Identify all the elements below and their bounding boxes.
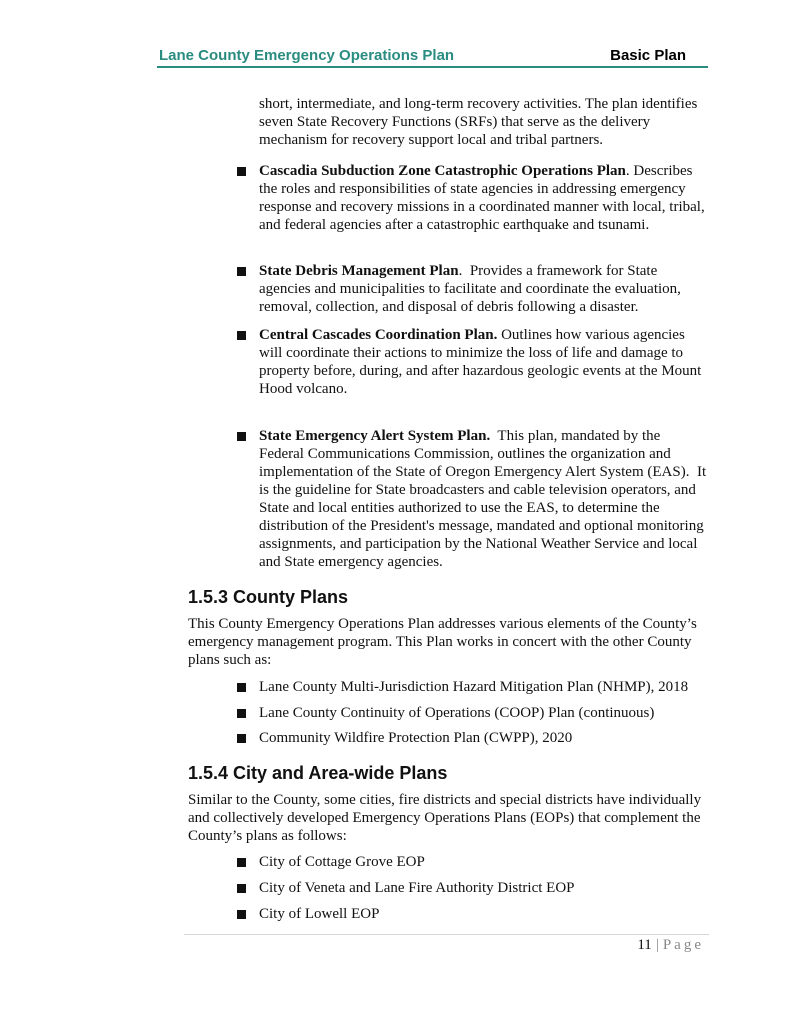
list-item: City of Cottage Grove EOP (259, 853, 719, 871)
section-intro: Similar to the County, some cities, fire districts and special districts have individually and collectively developed Emergency Operations Plans (EOPs) that complement the County’s plans as follows: (188, 792, 702, 844)
bullet-square-icon (237, 432, 246, 441)
plan-name: Central Cascades Coordination Plan. (259, 327, 498, 343)
list-item: Lane County Multi-Jurisdiction Hazard Mitigation Plan (NHMP), 2018 (259, 678, 719, 696)
bullet-square-icon (237, 858, 246, 867)
page-label: Page (662, 937, 704, 953)
page-header (157, 46, 708, 68)
page-footer (637, 937, 704, 954)
list-item: City of Veneta and Lane Fire Authority District EOP (259, 879, 719, 897)
list-item (259, 427, 709, 571)
section-heading: 1.5.3 County Plans (188, 587, 349, 607)
plan-name: State Debris Management Plan (259, 263, 459, 279)
bullet-square-icon (237, 910, 246, 919)
list-item: Community Wildfire Protection Plan (CWPP), 2020 (259, 729, 719, 747)
bullet-square-icon (237, 331, 246, 340)
bullet-square-icon (237, 167, 246, 176)
list-item: Cascadia Subduction Zone Catastrophic Operations Plan. Describes the roles and responsibilities of state agencies in addressing emergency response and recovery missions in a coordinated manner with local, tribal, and federal agencies after a catastrophic earthquake and tsunami. (259, 162, 709, 234)
section-title: Basic Plan (610, 47, 686, 64)
footer-separator: | (655, 937, 659, 953)
list-item: Lane County Continuity of Operations (COOP) Plan (continuous) (259, 704, 719, 722)
page-number: 11 (637, 937, 652, 953)
plan-name: State Emergency Alert System Plan. (259, 428, 491, 444)
bullet-square-icon (237, 709, 246, 718)
bullet-square-icon (237, 267, 246, 276)
footer-divider (184, 934, 709, 935)
section-intro: This County Emergency Operations Plan addresses various elements of the County’s emergency management program. This Plan works in concert with the other County plans such as: (188, 616, 697, 668)
plan-description: This plan, mandated by the Federal Communications Commission, outlines the organization and implementation of the State of Oregon Emergency Alert System (EAS). It is the guideline for State broadcasters and cable television operators, and State and local entities authorized to use the EAS, to determine the distribution of the President's message, mandated and optional monitoring assignments, and participation by the National Weather Service and local and State emergency agencies. (259, 428, 710, 570)
list-item (259, 326, 709, 398)
plan-description: Outlines how various agencies will coordinate their actions to minimize the loss of life and damage to property before, during, and after hazardous geologic events at the Mount Hood volcano. (259, 327, 702, 397)
continued-paragraph: short, intermediate, and long-term recovery activities. The plan identifies seven State Recovery Functions (SRFs) that serve as the delivery mechanism for recovery support local and tribal partners. (259, 96, 698, 148)
bullet-square-icon (237, 734, 246, 743)
document-title: Lane County Emergency Operations Plan (159, 47, 455, 64)
plan-description: Describes the roles and responsibilities of state agencies in addressing emergency response and recovery missions in a coordinated manner with local, tribal, and federal agencies after a catastrophic earthquake and tsunami. (259, 163, 705, 233)
plan-name: Cascadia Subduction Zone Catastrophic Operations Plan (259, 163, 626, 179)
section-heading: 1.5.4 City and Area-wide Plans (188, 763, 448, 783)
list-item: State Debris Management Plan. Provides a framework for State agencies and municipalities to facilitate and coordinate the evaluation, removal, collection, and disposal of debris following a disaster. (259, 262, 709, 316)
list-item: City of Lowell EOP (259, 905, 719, 923)
bullet-square-icon (237, 884, 246, 893)
bullet-square-icon (237, 683, 246, 692)
plan-description: Provides a framework for State agencies and municipalities to facilitate and coordinate the evaluation, removal, collection, and disposal of debris following a disaster. (259, 263, 685, 315)
